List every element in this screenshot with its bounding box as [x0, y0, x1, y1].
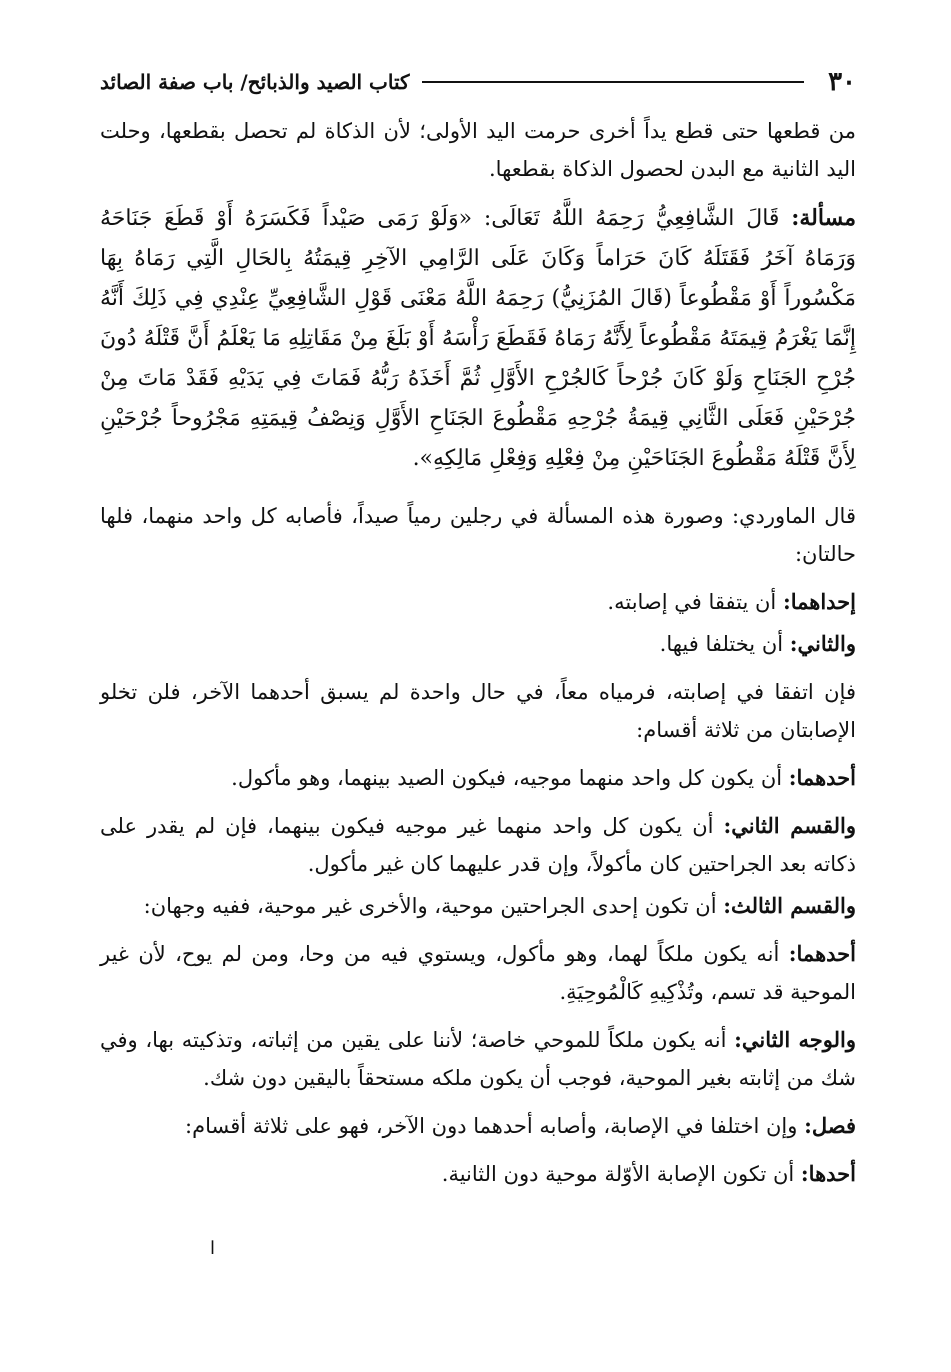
header-rule	[422, 81, 805, 83]
paragraph-lead: والقسم الثاني:	[723, 813, 856, 838]
paragraph-lead: والثاني:	[789, 631, 856, 656]
page-number: ٣٠	[828, 67, 856, 97]
running-title: كتاب الصيد والذبائح/ باب صفة الصائد	[100, 70, 410, 94]
masala-quote	[100, 198, 856, 479]
paragraph	[100, 759, 856, 797]
page-header	[100, 62, 856, 102]
paragraph-lead: أحدها:	[800, 1161, 856, 1186]
paragraph-text: أن يكون كل واحد منهما موجيه، فيكون الصيد بينهما، وهو مأكول.	[231, 766, 783, 790]
paragraph	[100, 112, 856, 188]
paragraph-text: قال الماوردي: وصورة هذه المسألة في رجلين رمياً صيداً، فأصابه كل واحد منهما، فلها حالتان:	[100, 504, 856, 566]
paragraph	[100, 497, 856, 573]
paragraph	[100, 1107, 856, 1145]
paragraph-text: أنه يكون ملكاً للموحي خاصة؛ لأننا على يقين من إثباته، وتذكيته بها، وفي شك من إثابته بغير الموحية، فوجب أن يكون ملكه مستحقاً باليقين دون شك.	[100, 1028, 856, 1090]
paragraph-text: وإن اختلفا في الإصابة، وأصابه أحدهما دون الآخر، فهو على ثلاثة أقسام:	[185, 1114, 798, 1138]
paragraph	[100, 625, 856, 663]
paragraph	[100, 935, 856, 1011]
paragraph-text: فإن اتفقا في إصابته، فرمياه معاً، في حال واحدة لم يسبق أحدهما الآخر، فلن تخلو الإصابتان من ثلاثة أقسام:	[100, 680, 856, 742]
paragraph-text: أن يتفقا في إصابته.	[607, 590, 777, 614]
paragraph	[100, 807, 856, 883]
paragraph-text: أن تكون إحدى الجراحتين موحية، والأخرى غير موحية، ففيه وجهان:	[143, 894, 717, 918]
paragraph-text: أن يكون كل واحد منهما غير موجيه فيكون بينهما، فإن لم يقدر على ذكاته بعد الجراحتين كان مأكولاً، وإن قدر عليهما كان غير مأكول.	[100, 814, 856, 876]
stray-mark: ا	[210, 1238, 216, 1259]
paragraph-text: من قطعها حتى قطع يداً أخرى حرمت اليد الأولى؛ لأن الذكاة لم تحصل بقطعها، وحلت اليد الثانية مع البدن لحصول الذكاة بقطعها.	[100, 119, 856, 181]
paragraph-lead: فصل:	[804, 1113, 856, 1138]
paragraph	[100, 1155, 856, 1193]
paragraph-lead: أحدهما:	[788, 765, 856, 790]
paragraph-text: أن يختلفا فيها.	[659, 632, 784, 656]
paragraph-lead: إحداهما:	[782, 589, 856, 614]
paragraph-text: أنه يكون ملكاً لهما، وهو مأكول، ويستوي فيه من وحا، ومن لم يوح، لأن غير الموحية قد تسم، وتُذْكِيهِ كَالْمُوحِيَةِ.	[100, 942, 856, 1004]
paragraph-lead: والقسم الثالث:	[723, 893, 856, 918]
paragraph-lead: مسألة:	[791, 205, 856, 231]
paragraph-text: قَالَ الشَّافِعِيُّ رَحِمَهُ اللَّهُ تَعَالَى: «وَلَوْ رَمَى صَيْداً فَكَسَرَهُ أَوْ قَطَعَ جَنَاحَهُ وَرَمَاهُ آخَرُ فَقَتَلَهُ كَانَ حَرَاماً وَكَانَ عَلَى الرَّامِي الآخِرِ قِيمَتُهُ بِالحَالِ الَّتِي رَمَاهُ بِهَا مَكْسُوراً أَوْ مَقْطُوعاً (قَالَ المُزَنِيُّ) رَحِمَهُ اللَّهُ مَعْنَى قَوْلِ الشَّافِعِيِّ عِنْدِي فِي ذَلِكَ أَنَّهُ إِنَّمَا يَغْرَمُ قِيمَتَهُ مَقْطُوعاً لِأَنَّهُ رَمَاهُ فَقَطَعَ رَأْسَهُ أَوْ بَلَغَ مِنْ مَقَاتِلِهِ مَا يَعْلَمُ أَنَّ قَتْلَهُ دُونَ جُرْحِ الجَنَاحِ وَلَوْ كَانَ جُرْحاً كَالجُرْحِ الأَوَّلِ ثُمَّ أَخَذَهُ رَبُّهُ فَمَاتَ فِي يَدَيْهِ فَقَدْ مَاتَ مِنْ جُرْحَيْنِ فَعَلَى الثَّانِي قِيمَةُ جُرْحِهِ مَقْطُوعَ الجَنَاحِ الأَوَّلِ وَنِصْفُ قِيمَتِهِ مَجْرُوحاً جُرْحَيْنِ لِأَنَّ قَتْلَهُ مَقْطُوعَ الجَنَاحَيْنِ مِنْ فِعْلِهِ وَفِعْلِ مَالِكِهِ».	[100, 206, 857, 471]
paragraph-lead: والوجه الثاني:	[734, 1027, 856, 1052]
paragraph	[100, 673, 856, 749]
paragraph	[100, 1021, 856, 1097]
page-body	[100, 112, 856, 1193]
paragraph-lead: أحدهما:	[788, 941, 856, 966]
paragraph-text: أن تكون الإصابة الأوّلة موحية دون الثانية.	[441, 1162, 795, 1186]
paragraph	[100, 583, 856, 621]
paragraph	[100, 887, 856, 925]
